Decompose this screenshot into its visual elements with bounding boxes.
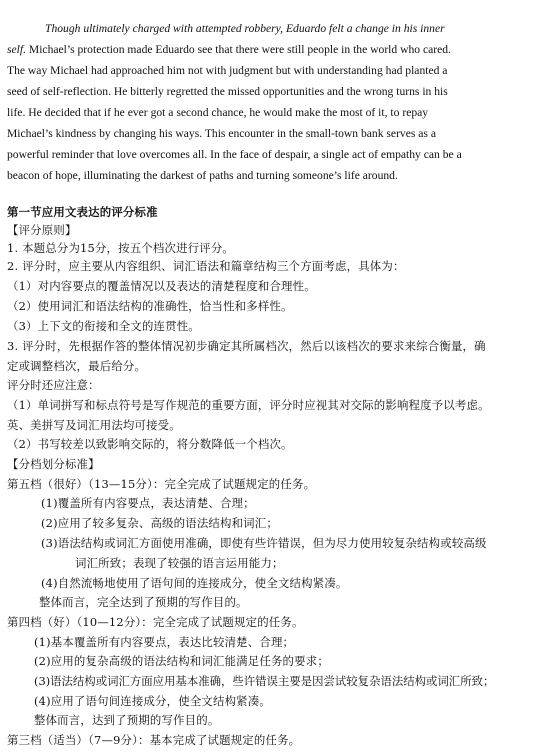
principle-2-item: （1）对内容要点的覆盖情况以及表达的清楚程度和合理性。: [7, 279, 316, 293]
level-5-item-cont: 词汇所致；表现了较强的语言运用能力；: [75, 556, 284, 570]
essay-line: seed of self-reflection. He bitterly regretted the missed opportunities and the wrong turns in his: [7, 85, 448, 98]
note-2: （2）书写较差以致影响交际的，将分数降低一个档次。: [7, 437, 293, 451]
note-header: 评分时还应注意：: [7, 378, 100, 392]
level-4-item: (1)基本覆盖所有内容要点，表达比较清楚、合理；: [34, 635, 295, 649]
principle-2-item: （3）上下文的衔接和全文的连贯性。: [7, 319, 200, 333]
essay-line: The way Michael had approached him not with judgment but with understanding had planted a: [7, 64, 448, 77]
essay-italic-word: self.: [7, 43, 26, 56]
level-5-item: (3)语法结构或词汇方面使用准确，即使有些许错误，但为尽力使用较复杂结构或较高级: [41, 536, 487, 550]
section-title: 第一节应用文表达的评分标准: [7, 205, 158, 219]
essay-line: Though ultimately charged with attempted robbery, Eduardo felt a change in his inner: [45, 22, 445, 35]
essay-line: [7, 39, 523, 60]
essay-line: Michael’s kindness by changing his ways. This encounter in the small-town bank serves as a: [7, 127, 436, 140]
level-4-title: 第四档（好）（10—12分）：完全完成了试题规定的任务。: [7, 615, 304, 629]
level-4-item: (4)应用了语句间连接成分，使全文结构紧凑。: [34, 694, 271, 708]
level-4-item: (3)语法结构或词汇方面应用基本准确，些许错误主要是因尝试较复杂语法结构或词汇所致；: [34, 674, 495, 688]
principle-2: 2. 评分时，应主要从内容组织、词汇语法和篇章结构三个方面考虑，具体为：: [7, 259, 405, 273]
level-5-item: (2)应用了较多复杂、高级的语法结构和词汇；: [41, 516, 278, 530]
levels-header: 【分档划分标准】: [7, 457, 100, 471]
level-3-title: 第三档（适当）（7—9分）：基本完成了试题规定的任务。: [7, 733, 301, 747]
level-5-summary: 整体而言，完全达到了预期的写作目的。: [39, 595, 248, 609]
principle-1: 1. 本题总分为15分，按五个档次进行评分。: [7, 241, 235, 255]
principle-3-cont: 定或调整档次，最后给分。: [7, 359, 147, 373]
note-1: （1）单词拼写和标点符号是写作规范的重要方面，评分时应视其对交际的影响程度予以考虑。: [7, 398, 490, 412]
principles-header: 【评分原则】: [7, 223, 77, 237]
principle-3: 3. 评分时，先根据作答的整体情况初步确定其所属档次，然后以该档次的要求来综合衡量，确: [7, 339, 486, 353]
principle-2-item: （2）使用词汇和语法结构的准确性，恰当性和多样性。: [7, 299, 293, 313]
level-5-item: (4)自然流畅地使用了语句间的连接成分，使全文结构紧凑。: [41, 576, 348, 590]
essay-line: powerful reminder that love overcomes all. In the face of despair, a single act of empathy can be a: [7, 148, 462, 161]
level-5-title: 第五档（很好）（13—15分）：完全完成了试题规定的任务。: [7, 477, 316, 491]
level-5-item: (1)覆盖所有内容要点，表达清楚、合理；: [41, 496, 255, 510]
note-1-cont: 英、美拼写及词汇用法均可接受。: [7, 418, 181, 432]
level-4-summary: 整体而言，达到了预期的写作目的。: [34, 713, 220, 727]
level-4-item: (2)应用的复杂高级的语法结构和词汇能满足任务的要求；: [34, 654, 329, 668]
essay-text: Michael’s protection made Eduardo see that there were still people in the world who cared.: [26, 43, 451, 56]
essay-line: beacon of hope, illuminating the darkest of paths and turning someone’s life around.: [7, 169, 398, 182]
essay-line: life. He decided that if he ever got a second chance, he would make the most of it, to repay: [7, 106, 429, 119]
